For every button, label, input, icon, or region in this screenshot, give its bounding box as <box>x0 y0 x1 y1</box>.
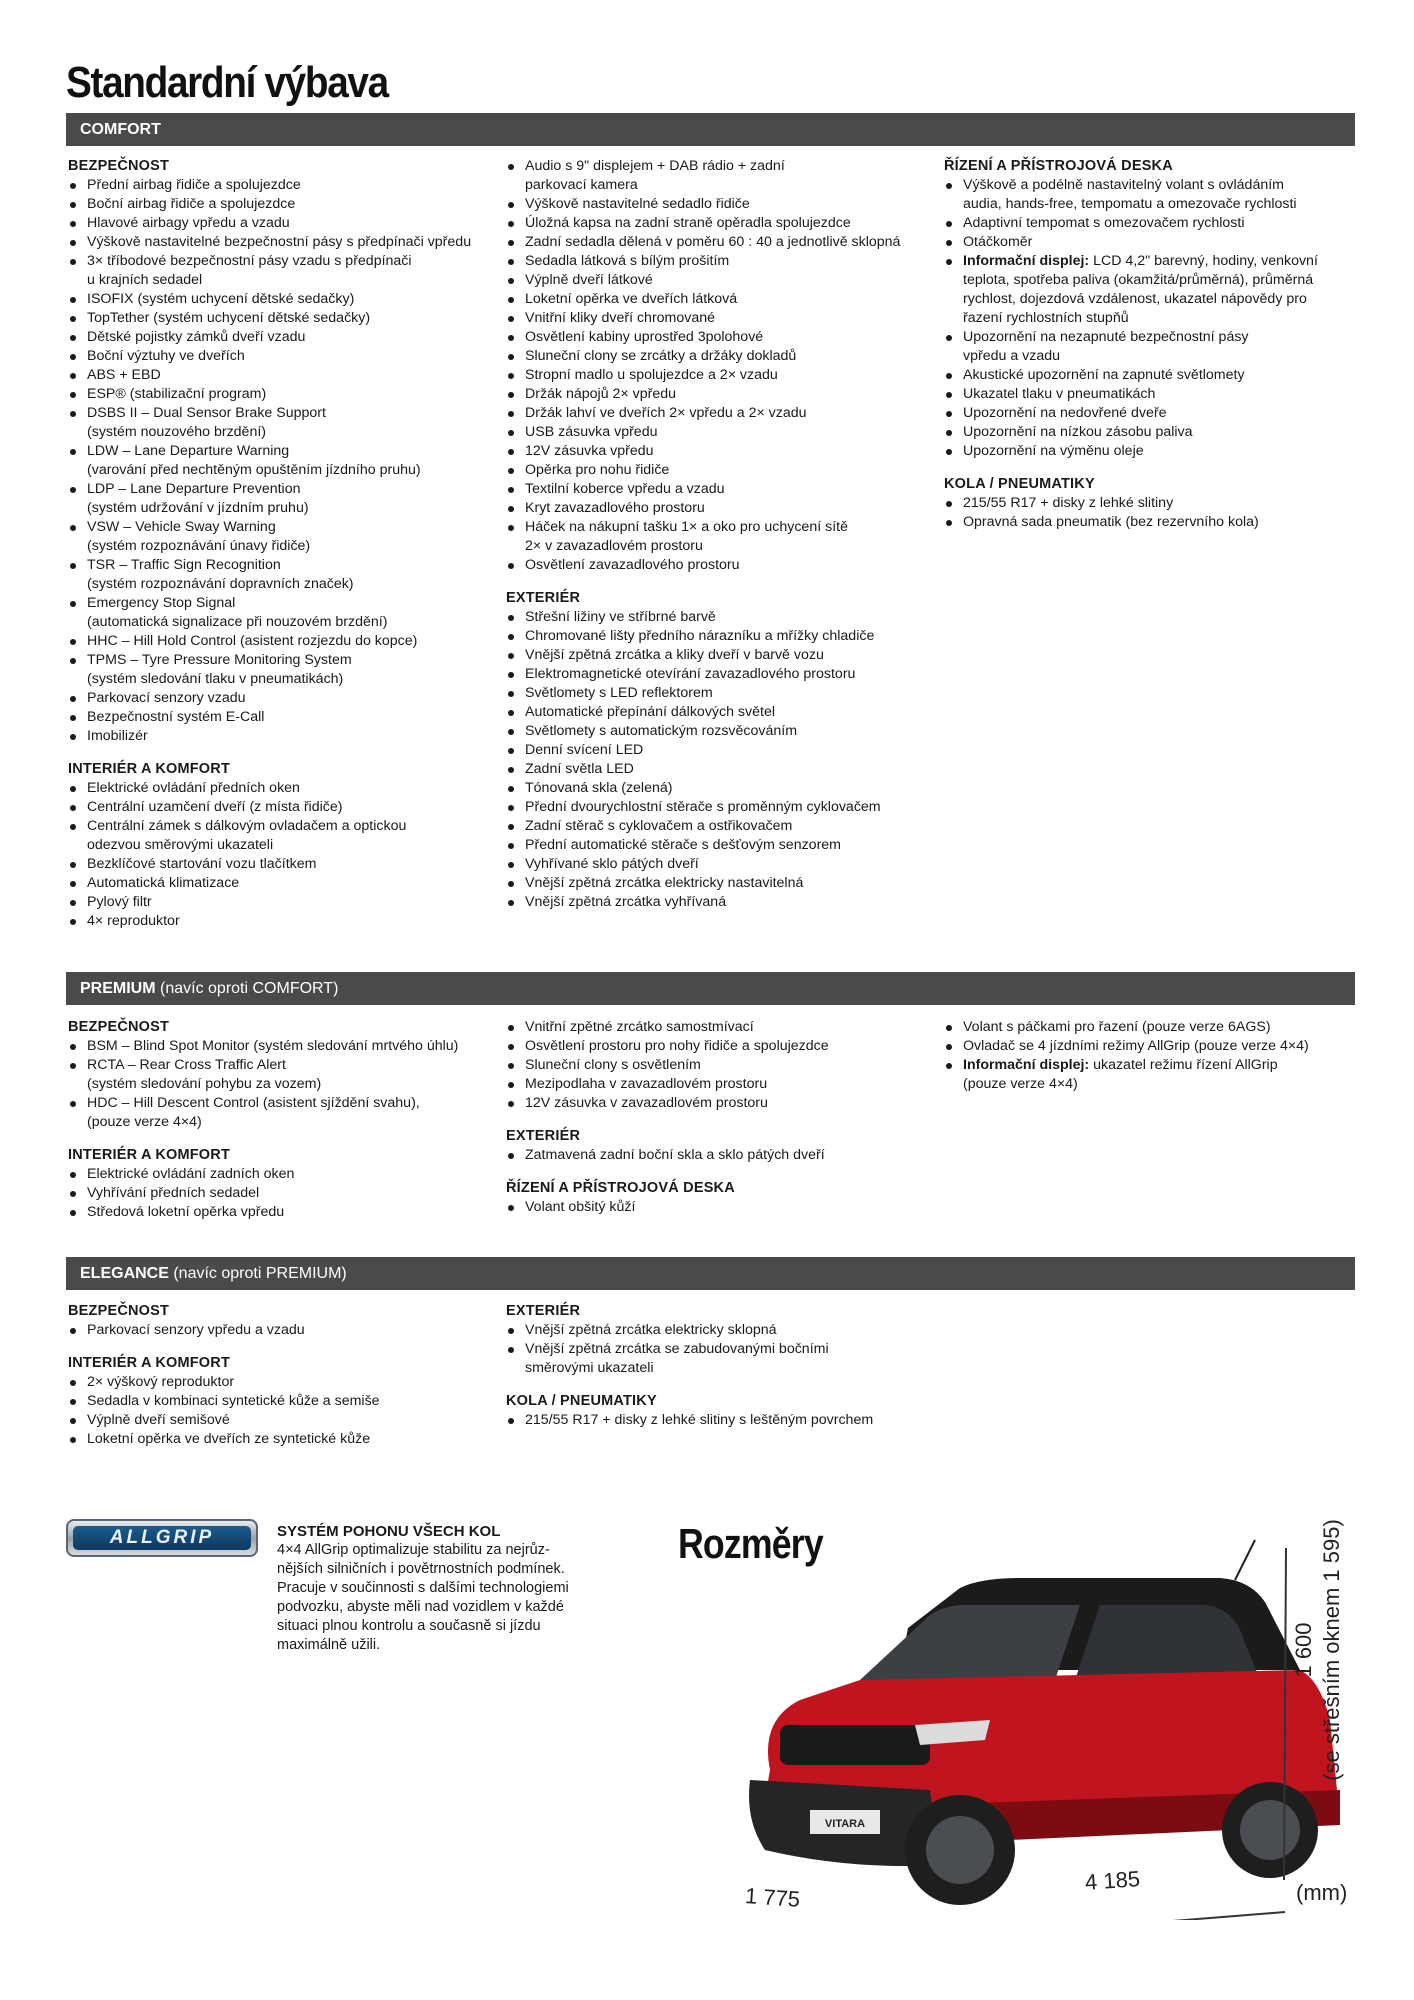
equipment-item: Ovladač se 4 jízdními režimy AllGrip (pouze verze 4×4) <box>944 1037 1354 1056</box>
equipment-item: Upozornění na nedovřené dveře <box>944 404 1354 423</box>
equipment-item: RCTA – Rear Cross Traffic Alert (systém sledování pohybu za vozem) <box>68 1056 488 1094</box>
equipment-item: Sedadla látková s bílým prošitím <box>506 252 936 271</box>
equipment-item: Adaptivní tempomat s omezovačem rychlosti <box>944 214 1354 233</box>
equipment-item: Dětské pojistky zámků dveří vzadu <box>68 328 488 347</box>
equipment-item: Výškově a podélně nastavitelný volant s ovládáním audia, hands-free, tempomatu a omezovače rychlosti <box>944 176 1354 214</box>
item-text: LCD 4,2" barevný, hodiny, venkovní teplota, spotřeba paliva (okamžitá/průměrná), průměrná rychlost, dojezdová vzdálenost, ukazatel nápovědy pro řazení rychlostních stupňů <box>963 253 1318 326</box>
equipment-block <box>68 1302 488 1340</box>
equipment-item: Vnější zpětná zrcátka a kliky dveří v barvě vozu <box>506 646 936 665</box>
height-note: (se střešním oknem 1 595) <box>1319 1519 1344 1781</box>
width-value: 1 775 <box>744 1883 801 1912</box>
equipment-item: 215/55 R17 + disky z lehké slitiny s leštěným povrchem <box>506 1411 936 1430</box>
block-heading: ŘÍZENÍ A PŘÍSTROJOVÁ DESKA <box>944 158 1173 174</box>
equipment-item: Centrální uzamčení dveří (z místa řidiče) <box>68 798 488 817</box>
equipment-list <box>944 176 1354 461</box>
height-value: 1 600 <box>1291 1622 1316 1678</box>
equipment-item: 2× výškový reproduktor <box>68 1373 488 1392</box>
equipment-list <box>506 608 936 912</box>
dimensions-title: Rozměry <box>678 1520 823 1567</box>
equipment-block <box>506 1392 936 1430</box>
equipment-list <box>68 1165 488 1222</box>
equipment-item: Osvětlení prostoru pro nohy řidiče a spolujezdce <box>506 1037 936 1056</box>
equipment-item: Přední airbag řidiče a spolujezdce <box>68 176 488 195</box>
equipment-item: Střešní ližiny ve stříbrné barvě <box>506 608 936 627</box>
equipment-item: Úložná kapsa na zadní straně opěradla spolujezdce <box>506 214 936 233</box>
equipment-list <box>506 1321 936 1378</box>
equipment-item: Upozornění na nezapnuté bezpečnostní pásy vpředu a vzadu <box>944 328 1354 366</box>
equipment-item: Výplně dveří látkové <box>506 271 936 290</box>
car-windshield <box>860 1605 1080 1680</box>
equipment-item: Vnitřní kliky dveří chromované <box>506 309 936 328</box>
equipment-item: Držák nápojů 2× vpředu <box>506 385 936 404</box>
equipment-item: Kryt zavazadlového prostoru <box>506 499 936 518</box>
equipment-list <box>506 1198 936 1217</box>
equipment-item: LDP – Lane Departure Prevention (systém udržování v jízdním pruhu) <box>68 480 488 518</box>
equipment-item: 215/55 R17 + disky z lehké slitiny <box>944 494 1354 513</box>
equipment-item: Vnější zpětná zrcátka elektricky nastavitelná <box>506 874 936 893</box>
equipment-block <box>506 1179 936 1217</box>
equipment-item: Opravná sada pneumatik (bez rezervního kola) <box>944 513 1354 532</box>
block-heading: EXTERIÉR <box>506 1128 581 1144</box>
car-badge-text: VITARA <box>824 1818 866 1830</box>
equipment-item: Zadní sedadla dělená v poměru 60 : 40 a jednotlivě sklopná <box>506 233 936 252</box>
equipment-item: Centrální zámek s dálkovým ovladačem a optickou odezvou směrovými ukazateli <box>68 817 488 855</box>
length-value: 4 185 <box>1084 1866 1141 1895</box>
equipment-item: Vnější zpětná zrcátka elektricky sklopná <box>506 1321 936 1340</box>
equipment-item: Opěrka pro nohu řidiče <box>506 461 936 480</box>
equipment-item: Textilní koberce vpředu a vzadu <box>506 480 936 499</box>
equipment-item: Boční výztuhy ve dveřích <box>68 347 488 366</box>
block-heading: KOLA / PNEUMATIKY <box>944 476 1095 492</box>
block-heading: EXTERIÉR <box>506 1303 581 1319</box>
equipment-block <box>506 1302 936 1378</box>
equipment-item: TPMS – Tyre Pressure Monitoring System (systém sledování tlaku v pneumatikách) <box>68 651 488 689</box>
equipment-item: Osvětlení kabiny uprostřed 3polohové <box>506 328 936 347</box>
comfort-column-3 <box>944 157 1354 546</box>
equipment-item: Denní svícení LED <box>506 741 936 760</box>
equipment-item: ISOFIX (systém uchycení dětské sedačky) <box>68 290 488 309</box>
equipment-block <box>506 1127 936 1165</box>
equipment-list <box>68 1037 488 1132</box>
length-dimension-line <box>935 1912 1285 1920</box>
equipment-item: Automatická klimatizace <box>68 874 488 893</box>
equipment-item: Sluneční clony s osvětlením <box>506 1056 936 1075</box>
equipment-item: HHC – Hill Hold Control (asistent rozjezdu do kopce) <box>68 632 488 651</box>
equipment-item: Vyhřívané sklo pátých dveří <box>506 855 936 874</box>
block-heading: INTERIÉR A KOMFORT <box>68 761 231 777</box>
equipment-item: Bezklíčové startování vozu tlačítkem <box>68 855 488 874</box>
block-heading: INTERIÉR A KOMFORT <box>68 1355 231 1371</box>
item-emphasis: Informační displej: <box>963 253 1090 269</box>
equipment-item: 4× reproduktor <box>68 912 488 931</box>
item-emphasis: Informační displej: <box>963 1057 1090 1073</box>
equipment-item: Světlomety s LED reflektorem <box>506 684 936 703</box>
equipment-item: Parkovací senzory vzadu <box>68 689 488 708</box>
car-grille <box>780 1725 930 1765</box>
equipment-item: HDC – Hill Descent Control (asistent sjíždění svahu), (pouze verze 4×4) <box>68 1094 488 1132</box>
equipment-block <box>68 1354 488 1449</box>
elegance-column-2 <box>506 1302 936 1444</box>
equipment-list <box>68 176 488 746</box>
premium-column-2 <box>506 1018 936 1231</box>
allgrip-logo: ALLGRIP <box>66 1519 258 1557</box>
equipment-list <box>506 1018 936 1113</box>
equipment-block <box>944 1018 1354 1094</box>
equipment-block <box>68 1018 488 1132</box>
block-heading: ŘÍZENÍ A PŘÍSTROJOVÁ DESKA <box>506 1180 735 1196</box>
equipment-item: Vnější zpětná zrcátka se zabudovanými bočními směrovými ukazateli <box>506 1340 936 1378</box>
equipment-item: Bezpečnostní systém E-Call <box>68 708 488 727</box>
equipment-item: Audio s 9" displejem + DAB rádio + zadní parkovací kamera <box>506 157 936 195</box>
equipment-item: Tónovaná skla (zelená) <box>506 779 936 798</box>
equipment-item: Výškově nastavitelné bezpečnostní pásy s předpínači vpředu <box>68 233 488 252</box>
block-heading: KOLA / PNEUMATIKY <box>506 1393 657 1409</box>
equipment-item: Mezipodlaha v zavazadlovém prostoru <box>506 1075 936 1094</box>
equipment-item: ABS + EBD <box>68 366 488 385</box>
equipment-item: Držák lahví ve dveřích 2× vpředu a 2× vzadu <box>506 404 936 423</box>
block-heading: BEZPEČNOST <box>68 158 170 174</box>
equipment-item: USB zásuvka vpředu <box>506 423 936 442</box>
item-text: ukazatel režimu řízení AllGrip (pouze verze 4×4) <box>963 1057 1278 1092</box>
premium-column-1 <box>68 1018 488 1236</box>
equipment-list <box>944 494 1354 532</box>
allgrip-heading: SYSTÉM POHONU VŠECH KOL <box>277 1523 501 1540</box>
equipment-item: Vnitřní zpětné zrcátko samostmívací <box>506 1018 936 1037</box>
equipment-block <box>506 157 936 575</box>
equipment-list <box>68 1373 488 1449</box>
equipment-item: Výškově nastavitelné sedadlo řidiče <box>506 195 936 214</box>
equipment-item: Výplně dveří semišové <box>68 1411 488 1430</box>
equipment-item: Přední dvourychlostní stěrače s proměnným cyklovačem <box>506 798 936 817</box>
equipment-item: Elektrické ovládání zadních oken <box>68 1165 488 1184</box>
equipment-item: Středová loketní opěrka vpředu <box>68 1203 488 1222</box>
equipment-item: Volant s páčkami pro řazení (pouze verze 6AGS) <box>944 1018 1354 1037</box>
equipment-list <box>944 1018 1354 1094</box>
equipment-item: Hlavové airbagy vpředu a vzadu <box>68 214 488 233</box>
equipment-item: DSBS II – Dual Sensor Brake Support (systém nouzového brzdění) <box>68 404 488 442</box>
equipment-item: Otáčkoměr <box>944 233 1354 252</box>
equipment-item: Vyhřívání předních sedadel <box>68 1184 488 1203</box>
equipment-item: Chromované lišty předního nárazníku a mřížky chladiče <box>506 627 936 646</box>
equipment-item: Pylový filtr <box>68 893 488 912</box>
equipment-list <box>506 157 936 575</box>
equipment-item: Zatmavená zadní boční skla a sklo pátých dveří <box>506 1146 936 1165</box>
equipment-item: Přední automatické stěrače s dešťovým senzorem <box>506 836 936 855</box>
equipment-item: Vnější zpětná zrcátka vyhřívaná <box>506 893 936 912</box>
equipment-list <box>68 1321 488 1340</box>
equipment-block <box>944 475 1354 532</box>
equipment-item: Světlomety s automatickým rozsvěcováním <box>506 722 936 741</box>
equipment-block <box>506 589 936 912</box>
equipment-item: Sluneční clony se zrcátky a držáky dokladů <box>506 347 936 366</box>
equipment-list <box>506 1411 936 1430</box>
equipment-item: Zadní stěrač s cyklovačem a ostřikovačem <box>506 817 936 836</box>
equipment-item: TSR – Traffic Sign Recognition (systém rozpoznávání dopravních značek) <box>68 556 488 594</box>
block-heading: EXTERIÉR <box>506 590 581 606</box>
equipment-item <box>944 1056 1354 1094</box>
equipment-item: Osvětlení zavazadlového prostoru <box>506 556 936 575</box>
equipment-item: LDW – Lane Departure Warning (varování před nechtěným opuštěním jízdního pruhu) <box>68 442 488 480</box>
equipment-item: VSW – Vehicle Sway Warning (systém rozpoznávání únavy řidiče) <box>68 518 488 556</box>
section-bar-premium: PREMIUM (navíc oproti COMFORT) <box>66 972 1355 1005</box>
equipment-item: Imobilizér <box>68 727 488 746</box>
equipment-item: TopTether (systém uchycení dětské sedačky) <box>68 309 488 328</box>
block-heading: BEZPEČNOST <box>68 1303 170 1319</box>
equipment-block <box>68 157 488 746</box>
equipment-list <box>68 779 488 931</box>
equipment-list <box>506 1146 936 1165</box>
equipment-item: Automatické přepínání dálkových světel <box>506 703 936 722</box>
equipment-item: Loketní opěrka ve dveřích látková <box>506 290 936 309</box>
equipment-block <box>68 1146 488 1222</box>
equipment-item: Sedadla v kombinaci syntetické kůže a semiše <box>68 1392 488 1411</box>
equipment-item: ESP® (stabilizační program) <box>68 385 488 404</box>
equipment-block <box>68 760 488 931</box>
block-heading: BEZPEČNOST <box>68 1019 170 1035</box>
equipment-item: Ukazatel tlaku v pneumatikách <box>944 385 1354 404</box>
equipment-item: 12V zásuvka vpředu <box>506 442 936 461</box>
elegance-column-1 <box>68 1302 488 1463</box>
premium-column-3 <box>944 1018 1354 1108</box>
section-bar-comfort: COMFORT <box>66 113 1355 146</box>
section-bar-elegance: ELEGANCE (navíc oproti PREMIUM) <box>66 1257 1355 1290</box>
equipment-item: Akustické upozornění na zapnuté světlomety <box>944 366 1354 385</box>
equipment-item: Stropní madlo u spolujezdce a 2× vzadu <box>506 366 936 385</box>
comfort-column-1 <box>68 157 488 945</box>
equipment-block <box>944 157 1354 461</box>
allgrip-text: 4×4 AllGrip optimalizuje stabilitu za nejrůz- nějších silničních i povětrnostních podmínek. Pracuje v součinnosti s dalšími technologiemi podvozku, abyste měli nad vozidlem v každé situaci plnou kontrolu a současně si jízdu maximálně užili. <box>277 1542 569 1653</box>
comfort-column-2 <box>506 157 936 926</box>
block-heading: INTERIÉR A KOMFORT <box>68 1147 231 1163</box>
car-antenna <box>1235 1540 1255 1580</box>
equipment-item: Elektrické ovládání předních oken <box>68 779 488 798</box>
equipment-item: Boční airbag řidiče a spolujezdce <box>68 195 488 214</box>
equipment-item: Upozornění na nízkou zásobu paliva <box>944 423 1354 442</box>
equipment-block <box>506 1018 936 1113</box>
equipment-item: BSM – Blind Spot Monitor (systém sledování mrtvého úhlu) <box>68 1037 488 1056</box>
equipment-item: 3× tříbodové bezpečnostní pásy vzadu s předpínači u krajních sedadel <box>68 252 488 290</box>
equipment-item: Elektromagnetické otevírání zavazadlového prostoru <box>506 665 936 684</box>
equipment-item <box>944 252 1354 328</box>
unit-label: (mm) <box>1296 1880 1348 1905</box>
equipment-item: Parkovací senzory vpředu a vzadu <box>68 1321 488 1340</box>
allgrip-description <box>277 1522 607 1655</box>
equipment-item: Háček na nákupní tašku 1× a oko pro uchycení sítě 2× v zavazadlovém prostoru <box>506 518 936 556</box>
equipment-item: 12V zásuvka v zavazadlovém prostoru <box>506 1094 936 1113</box>
page-title: Standardní výbava <box>66 58 388 107</box>
car-front-rim <box>926 1816 994 1884</box>
equipment-item: Zadní světla LED <box>506 760 936 779</box>
equipment-item: Volant obšitý kůží <box>506 1198 936 1217</box>
equipment-item: Emergency Stop Signal (automatická signalizace při nouzovém brzdění) <box>68 594 488 632</box>
equipment-item: Loketní opěrka ve dveřích ze syntetické kůže <box>68 1430 488 1449</box>
equipment-item: Upozornění na výměnu oleje <box>944 442 1354 461</box>
